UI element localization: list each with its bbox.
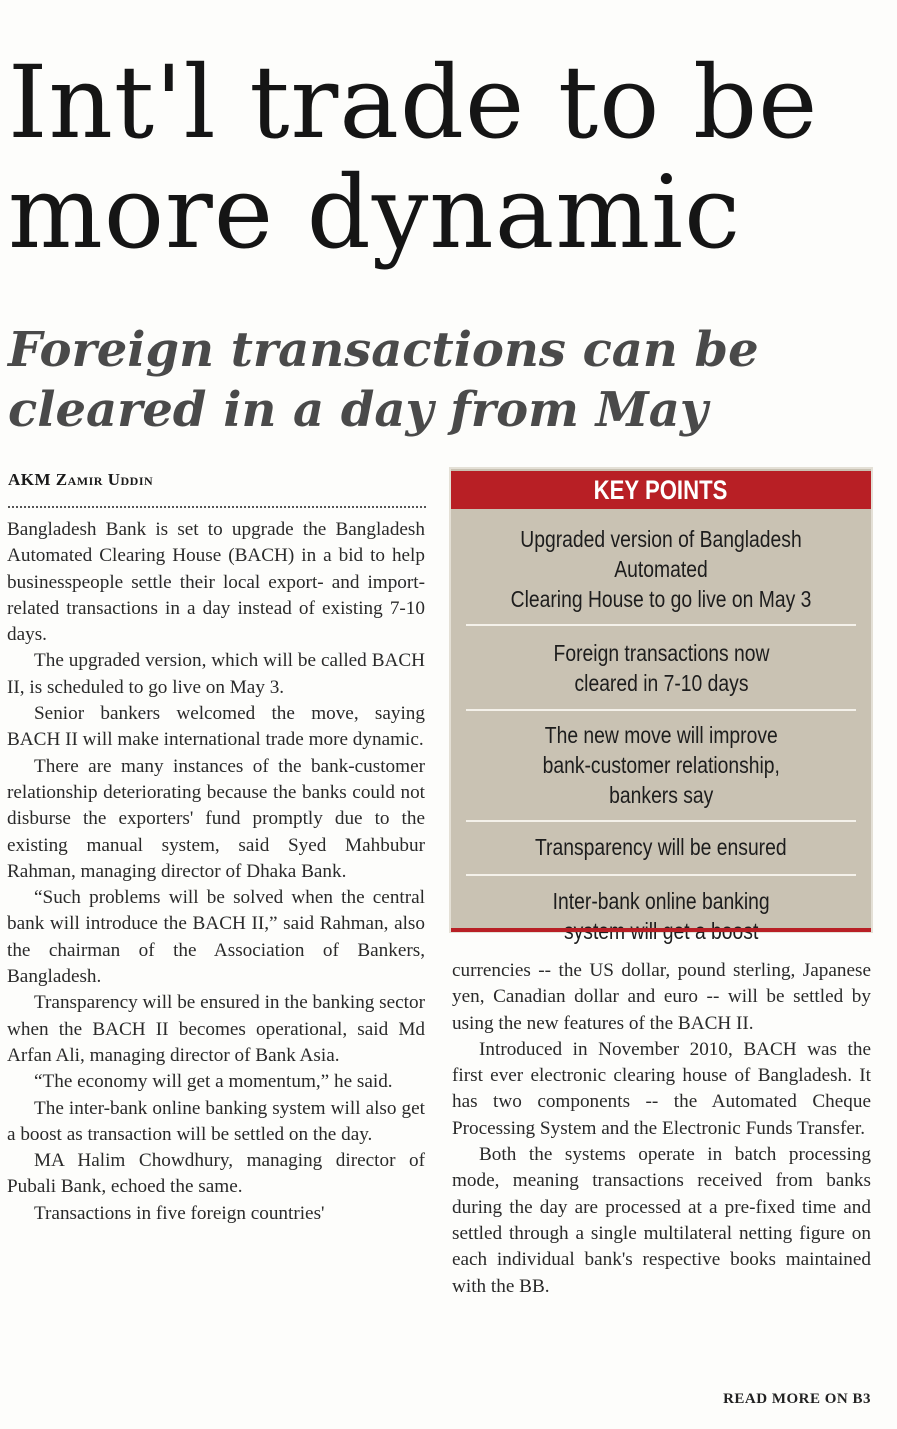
article-column-left (7, 517, 425, 1227)
key-points-bottom-bar (451, 928, 871, 932)
paragraph: “The economy will get a momentum,” he said. (34, 1071, 393, 1093)
key-point-item: The new move will improve bank-customer relationship, bankers say (542, 722, 780, 808)
key-point-item: Upgraded version of Bangladesh Automated Clearing House to go live on May 3 (510, 526, 812, 612)
key-points-header (451, 471, 871, 509)
article-byline: AKM Zamir Uddin (8, 470, 154, 489)
paragraph: Senior bankers welcomed the move, saying BACH II will make international trade more dynamic. (7, 703, 425, 751)
article-subhead: Foreign transactions can be cleared in a day from May (8, 322, 759, 438)
paragraph: Transactions in five foreign countries' (34, 1202, 325, 1224)
key-point-item: Foreign transactions now cleared in 7-10 days (553, 640, 769, 696)
paragraph: “Such problems will be solved when the central bank will introduce the BACH II,” said Rahman, also the chairman of the Association of Bankers, Bangladesh. (7, 887, 425, 988)
key-point-item: Transparency will be ensured (535, 834, 787, 860)
paragraph: Bangladesh Bank is set to upgrade the Bangladesh Automated Clearing House (BACH) in a bid to help businesspeople settle their local export- and import-related transactions in a day instead of existing 7-10 days. (7, 519, 425, 646)
article-column-right (452, 958, 871, 1300)
byline-divider (8, 506, 426, 508)
key-point-item: Inter-bank online banking (552, 888, 770, 914)
paragraph: currencies -- the US dollar, pound sterling, Japanese yen, Canadian dollar and euro -- will be settled by using the new features of the BACH II. (452, 960, 871, 1034)
paragraph: The upgraded version, which will be called BACH II, is scheduled to go live on May 3. (7, 650, 425, 698)
key-points-list (460, 512, 862, 946)
paragraph: Both the systems operate in batch processing mode, meaning transactions received from banks during the day are processed at a pre-fixed time and settled through a single multilateral netting figure on each individual bank's respective books maintained with the BB. (452, 1144, 871, 1297)
article-headline: Int'l trade to be more dynamic (8, 44, 819, 271)
paragraph: MA Halim Chowdhury, managing director of Pubali Bank, echoed the same. (7, 1150, 425, 1198)
paragraph: There are many instances of the bank-customer relationship deteriorating because the banks could not disburse the exporters' fund promptly due to the existing manual system, said Syed Mahbubur Rahman, managing director of Dhaka Bank. (7, 755, 425, 882)
paragraph: The inter-bank online banking system will also get a boost as transaction will be settled on the day. (7, 1097, 425, 1145)
paragraph: Transparency will be ensured in the banking sector when the BACH II becomes operational, said Md Arfan Ali, managing director of Bank Asia. (7, 992, 425, 1066)
key-points-title: KEY POINTS (594, 475, 728, 505)
paragraph: Introduced in November 2010, BACH was the first ever electronic clearing house of Bangladesh. It has two components -- the Automated Cheque Processing System and the Electronic Funds Transfer. (452, 1038, 871, 1139)
read-more-link[interactable]: READ MORE ON B3 (723, 1391, 871, 1407)
